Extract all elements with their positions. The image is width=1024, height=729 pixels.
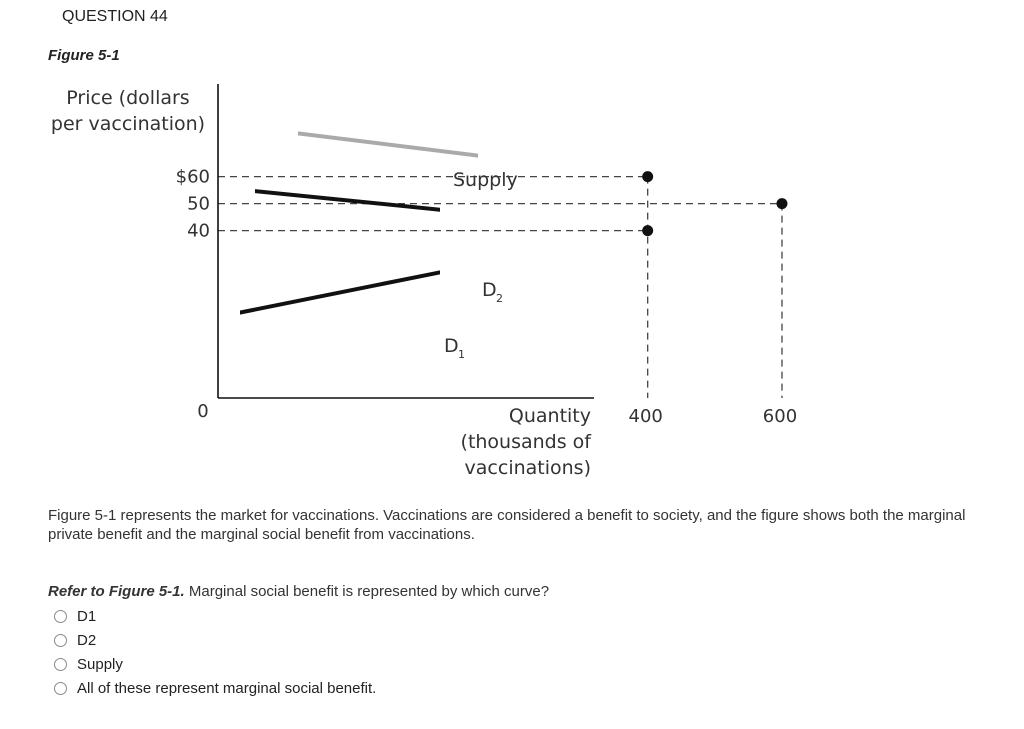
prompt-text: Marginal social benefit is represented by which curve?: [184, 583, 550, 600]
y-tick-label-0: $60: [175, 166, 210, 188]
option-all[interactable]: [54, 676, 376, 700]
option-label: D2: [77, 631, 97, 649]
figure-label: Figure 5-1: [48, 47, 120, 64]
answer-options: [54, 604, 376, 700]
d1-curve-label: D: [444, 335, 459, 357]
option-d1[interactable]: [54, 604, 376, 628]
option-label: Supply: [77, 655, 123, 673]
figure-description: Figure 5-1 represents the market for vaccinations. Vaccinations are considered a benefit to society, and the figure shows both the marginal private benefit and the marginal social benefit from vaccinations.: [48, 507, 966, 543]
x-tick-label-0: 400: [628, 406, 663, 427]
curve-supply: [57, 177, 917, 350]
radio-button[interactable]: [54, 682, 67, 695]
x-axis-label-line-1: Quantity: [508, 405, 591, 427]
origin-label: 0: [197, 401, 209, 422]
d2-curve-subscript: 2: [496, 292, 503, 305]
question-title: QUESTION 44: [62, 8, 168, 25]
x-tick-label-1: 600: [762, 406, 798, 427]
x-axis-label-line-3: vaccinations): [464, 457, 591, 479]
radio-button[interactable]: [54, 658, 67, 671]
y-tick-label-2: 40: [187, 220, 210, 242]
option-label: D1: [77, 607, 97, 625]
curve-d1: [111, 177, 877, 285]
question-prompt: [48, 583, 549, 600]
radio-button[interactable]: [54, 610, 67, 623]
y-axis-label-line-1: Price (dollars: [66, 87, 190, 109]
option-label: All of these represent marginal social benefit.: [77, 679, 377, 697]
supply-curve-label: Supply: [453, 169, 518, 191]
y-tick-label-1: 50: [187, 193, 210, 215]
option-d2[interactable]: [54, 628, 376, 652]
curve-d2: [211, 123, 1024, 266]
equilibrium-point-0: [642, 225, 653, 236]
y-axis-label-line-2: per vaccination): [50, 113, 206, 135]
equilibrium-point-1: [776, 198, 787, 209]
d1-curve-subscript: 1: [458, 348, 465, 361]
x-axis-label-line-2: (thousands of: [460, 431, 591, 453]
prompt-reference: Refer to Figure 5-1.: [48, 583, 185, 600]
option-supply[interactable]: [54, 652, 376, 676]
equilibrium-point-2: [642, 171, 653, 182]
d2-curve-label: D: [482, 279, 497, 301]
radio-button[interactable]: [54, 634, 67, 647]
